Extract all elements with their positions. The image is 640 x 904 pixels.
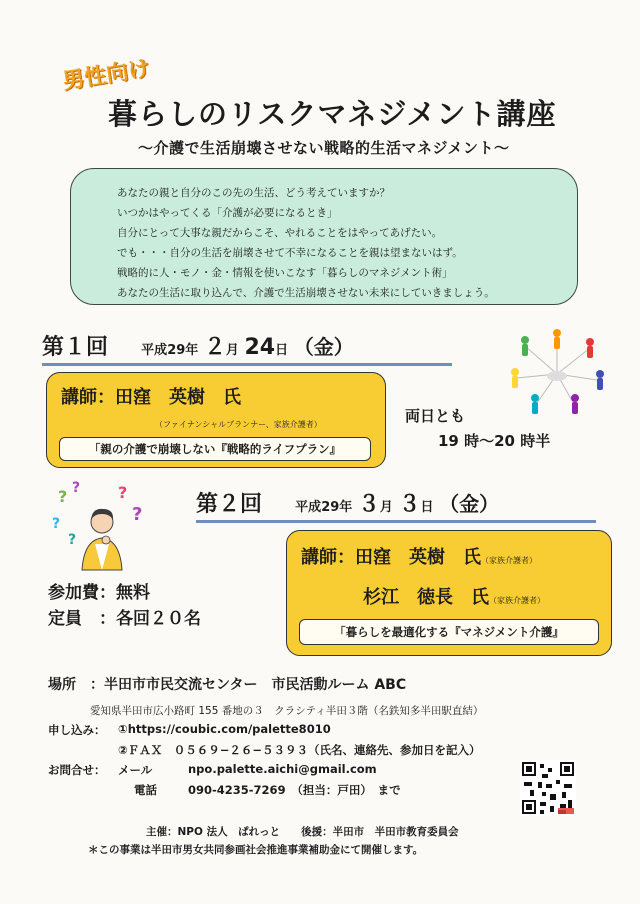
- session1-topic: 「親の介護で崩壊しない『戦略的ライフプラン』: [59, 437, 371, 461]
- contact-mail-label: メール: [118, 763, 153, 777]
- svg-text:?: ?: [52, 516, 61, 532]
- intro-line: 戦略的に人・モノ・金・情報を使いこなす「暮らしのマネジメント術」: [117, 267, 453, 279]
- session2-lecturer1: 講師：田窪 英樹 氏（家族介護者）: [301, 547, 537, 568]
- svg-text:?: ?: [68, 532, 77, 548]
- capacity-text: 定員 ：各回２０名: [48, 609, 201, 629]
- people-network-illustration: [505, 328, 610, 416]
- svg-text:?: ?: [72, 480, 81, 496]
- intro-box: [70, 168, 578, 305]
- intro-line: あなたの親と自分のこの先の生活、どう考えていますか？: [117, 187, 390, 199]
- venue-text: 場所 ：半田市市民交流センター 市民活動ルーム ABC: [48, 677, 407, 693]
- intro-line: 自分にとって大事な親だからこそ、やれることをはやってあげたい。: [117, 227, 443, 239]
- apply-url[interactable]: ①https://coubic.com/palette8010: [118, 722, 331, 736]
- session2-lecturer2-note: （家族介護者）: [489, 596, 545, 605]
- session2-lecturer1-note: （家族介護者）: [481, 556, 537, 565]
- session1-lecturer-note: （ファイナンシャルプランナー、家族介護者）: [155, 420, 322, 429]
- svg-text:?: ?: [132, 504, 143, 525]
- session2-heading: 第２回 平成29年 ３月 ３日 （金）: [196, 487, 596, 523]
- session2-lecturer2: 杉江 徳長 氏（家族介護者）: [363, 587, 545, 608]
- intro-line: いつかはやってくる「介護が必要になるとき」: [117, 207, 338, 219]
- contact-phone: 090-4235-7269 （担当：戸田） まで: [188, 783, 401, 797]
- session1-month: ２: [203, 335, 226, 360]
- contact-label: お問合せ：: [48, 763, 106, 777]
- contact-phone-label: 電話: [134, 783, 157, 797]
- page-subtitle: 〜介護で生活崩壊させない戦略的生活マネジメント〜: [138, 139, 510, 157]
- page-title: 暮らしのリスクマネジメント講座: [108, 97, 557, 131]
- session1-lecturer: 講師：田窪 英樹 氏: [61, 387, 241, 408]
- intro-line: でも・・・自分の生活を崩壊させて不幸になることを親は望まないはず。: [117, 247, 463, 259]
- intro-line: あなたの生活に取り込んで、介護で生活崩壊させない未来にしていきましょう。: [117, 287, 495, 299]
- both-days-label: 両日とも: [405, 407, 466, 425]
- fee-text: 参加費：無料: [48, 583, 150, 603]
- session2-number: 第２回: [196, 492, 263, 517]
- funding-note: ＊この事業は半田市男女共同参画社会推進事業補助金にて開催します。: [88, 844, 424, 856]
- session2-month: ３: [357, 492, 380, 517]
- target-audience-tag: 男性向け: [60, 56, 152, 95]
- apply-fax: ②ＦＡＸ ０５６９−２６−５３９３（氏名、連絡先、参加日を記入）: [118, 743, 481, 757]
- svg-text:?: ?: [118, 483, 128, 502]
- apply-label: 申し込み：: [48, 723, 106, 737]
- qr-code-image[interactable]: [520, 760, 576, 816]
- session2-lecturer-box: [286, 530, 612, 656]
- contact-mail[interactable]: npo.palette.aichi@gmail.com: [188, 762, 377, 776]
- session1-number: 第１回: [42, 335, 109, 360]
- both-days-time: 19 時〜20 時半: [438, 432, 551, 450]
- session1-day: 24: [244, 335, 276, 360]
- session2-weekday: （金）: [439, 492, 500, 516]
- session2-topic: 「暮らしを最適化する『マネジメント介護』: [299, 619, 599, 645]
- session2-day: ３: [398, 492, 421, 517]
- organizer-text: 主催：NPO 法人 ぱれっと 後援：半田市 半田市教育委員会: [146, 826, 459, 838]
- session1-lecturer-box: [46, 372, 386, 468]
- session1-heading: 第１回 平成29年 ２月 24日 （金）: [42, 330, 452, 366]
- thinking-person-illustration: [40, 478, 160, 574]
- session1-weekday: （金）: [293, 335, 354, 359]
- venue-address: 愛知県半田市広小路町 155 番地の３ クラシティ半田３階（名鉄知多半田駅直結）: [90, 705, 484, 717]
- svg-text:?: ?: [58, 487, 68, 506]
